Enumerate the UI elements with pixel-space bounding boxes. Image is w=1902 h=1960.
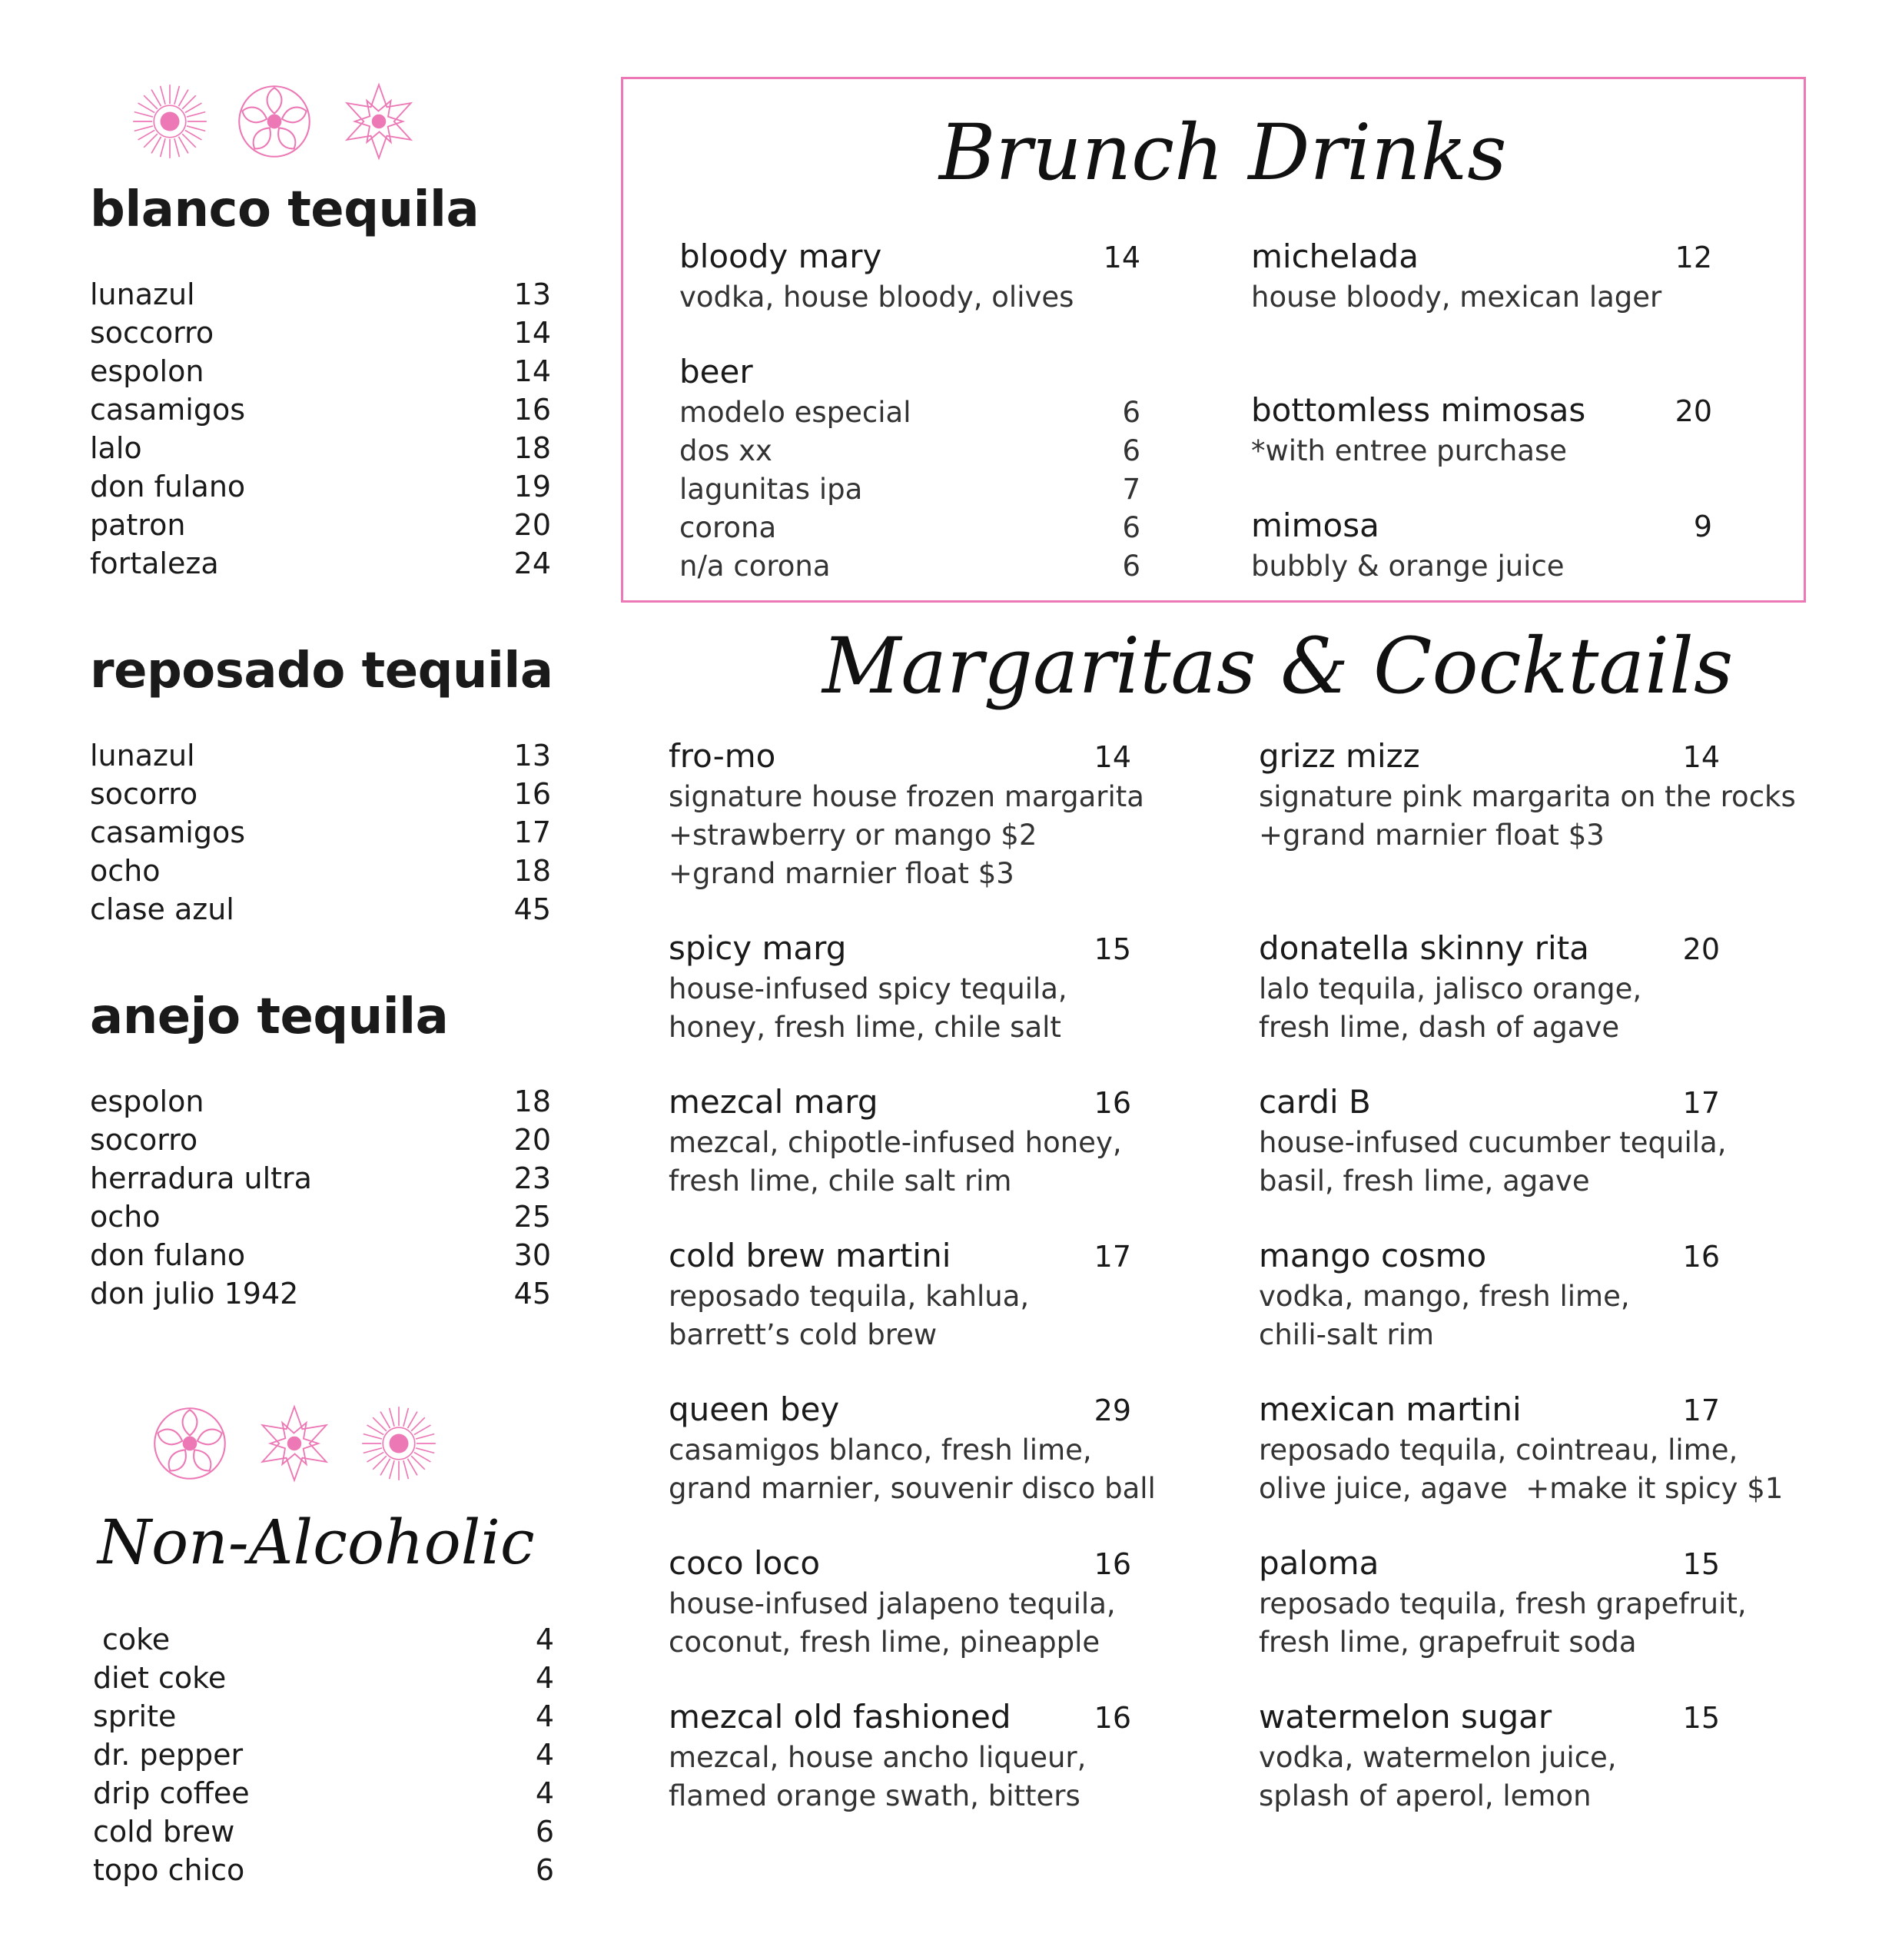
item-price: 9 (1693, 510, 1712, 543)
item-description: lalo tequila, jalisco orange, (1259, 972, 1642, 1005)
item-price: 15 (1682, 1547, 1720, 1581)
item-name: bloody mary (679, 238, 882, 275)
item-price: 16 (1094, 1547, 1131, 1581)
item-price: 16 (1094, 1086, 1131, 1120)
item-description: honey, fresh lime, chile salt (669, 1011, 1061, 1044)
list-item: ocho 18 (90, 854, 551, 888)
star-mandala-icon (339, 81, 419, 161)
item-description: house-infused spicy tequila, (669, 972, 1067, 1005)
item-description: chili-salt rim (1259, 1318, 1435, 1351)
item-name: grizz mizz (1259, 737, 1420, 775)
list-item: casamigos 17 (90, 816, 551, 849)
burst-mandala-icon (359, 1404, 439, 1483)
item-name: mezcal old fashioned (669, 1698, 1011, 1736)
top-ornament-row (130, 81, 419, 161)
item-price: 14 (1094, 740, 1131, 774)
item-name: paloma (1259, 1544, 1379, 1582)
margaritas-cocktails-title: Margaritas & Cocktails (822, 621, 1734, 711)
blanco-tequila-list (90, 275, 551, 583)
cardi-b-item (1259, 1081, 1727, 1201)
watermelon-sugar-item (1259, 1696, 1720, 1815)
list-item: fortaleza 24 (90, 546, 551, 580)
item-description: reposado tequila, kahlua, (669, 1280, 1030, 1313)
item-description: splash of aperol, lemon (1259, 1779, 1592, 1812)
item-price: 14 (1682, 740, 1720, 774)
item-description: fresh lime, chile salt rim (669, 1164, 1012, 1198)
paloma-item (1259, 1542, 1747, 1662)
spicy-marg-item (669, 927, 1131, 1047)
item-description: grand marnier, souvenir disco ball (669, 1472, 1156, 1505)
list-item: socorro 20 (90, 1123, 551, 1157)
item-description: house bloody, mexican lager (1251, 281, 1662, 314)
item-description: vodka, house bloody, olives (679, 281, 1074, 314)
list-item: sprite 4 (93, 1699, 554, 1733)
list-item: dos xx 6 (679, 434, 1140, 467)
item-price: 17 (1094, 1240, 1131, 1274)
item-price: 20 (1675, 394, 1712, 428)
mango-cosmo-item (1259, 1234, 1720, 1354)
list-item: casamigos 16 (90, 393, 551, 427)
reposado-tequila-list (90, 736, 551, 929)
list-item: cold brew 6 (93, 1815, 554, 1849)
blanco-tequila-heading: blanco tequila (90, 181, 480, 238)
item-name: spicy marg (669, 929, 847, 967)
item-description: *with entree purchase (1251, 434, 1568, 467)
item-price: 17 (1682, 1394, 1720, 1427)
star-mandala-icon (254, 1404, 334, 1483)
item-name: michelada (1251, 238, 1419, 275)
list-item: socorro 16 (90, 777, 551, 811)
item-description: house-infused cucumber tequila, (1259, 1126, 1727, 1159)
list-item: dr. pepper 4 (93, 1738, 554, 1772)
item-name: mango cosmo (1259, 1237, 1487, 1274)
item-name: coco loco (669, 1544, 821, 1582)
item-description: barrett’s cold brew (669, 1318, 938, 1351)
item-description: casamigos blanco, fresh lime, (669, 1433, 1092, 1467)
item-price: 16 (1094, 1701, 1131, 1735)
item-name: donatella skinny rita (1259, 929, 1589, 967)
burst-mandala-icon (130, 81, 210, 161)
cold-brew-martini-item (669, 1234, 1131, 1354)
list-item: lalo 18 (90, 431, 551, 465)
item-description: flamed orange swath, bitters (669, 1779, 1080, 1812)
list-item: topo chico 6 (93, 1853, 554, 1887)
list-item: don julio 1942 45 (90, 1277, 551, 1311)
mezcal-marg-item (669, 1081, 1131, 1201)
anejo-tequila-heading: anejo tequila (90, 988, 449, 1045)
list-item: clase azul 45 (90, 892, 551, 926)
list-item: lunazul 13 (90, 277, 551, 311)
item-description: +grand marnier float $3 (1259, 819, 1605, 852)
item-description: mezcal, chipotle-infused honey, (669, 1126, 1122, 1159)
donatella-skinny-rita-item (1259, 927, 1720, 1047)
item-name: mimosa (1251, 507, 1379, 544)
item-price: 17 (1682, 1086, 1720, 1120)
list-item: lunazul 13 (90, 739, 551, 772)
bloody-mary-item (679, 235, 1140, 317)
non-alcoholic-list (93, 1620, 554, 1889)
item-description: fresh lime, dash of agave (1259, 1011, 1620, 1044)
item-name: bottomless mimosas (1251, 391, 1586, 429)
item-description: reposado tequila, cointreau, lime, (1259, 1433, 1738, 1467)
list-item: lagunitas ipa 7 (679, 473, 1140, 506)
fro-mo-item (669, 735, 1144, 893)
item-description: signature house frozen margarita (669, 780, 1144, 813)
item-name: mezcal marg (669, 1083, 878, 1121)
non-alcoholic-heading: Non-Alcoholic (98, 1507, 535, 1578)
list-item: herradura ultra 23 (90, 1161, 551, 1195)
list-item: modelo especial 6 (679, 396, 1140, 429)
item-name: beer (679, 353, 753, 390)
item-description: bubbly & orange juice (1251, 550, 1565, 583)
michelada-item (1251, 235, 1712, 317)
item-price: 29 (1094, 1394, 1131, 1427)
item-description: basil, fresh lime, agave (1259, 1164, 1590, 1198)
item-price: 15 (1682, 1701, 1720, 1735)
brunch-drinks-title: Brunch Drinks (939, 108, 1507, 198)
list-item: espolon 14 (90, 354, 551, 388)
flower-mandala-icon (150, 1404, 230, 1483)
queen-bey-item (669, 1388, 1156, 1508)
bottomless-mimosas-item (1251, 389, 1712, 470)
item-name: fro-mo (669, 737, 776, 775)
list-item: espolon 18 (90, 1085, 551, 1118)
item-price: 12 (1675, 241, 1712, 274)
item-price: 14 (1103, 241, 1140, 274)
item-description: vodka, watermelon juice, (1259, 1741, 1617, 1774)
mimosa-item (1251, 504, 1712, 586)
list-item: diet coke 4 (93, 1661, 554, 1695)
item-name: queen bey (669, 1390, 840, 1428)
item-description: +grand marnier float $3 (669, 857, 1014, 890)
item-description: signature pink margarita on the rocks (1259, 780, 1796, 813)
mezcal-old-fashioned-item (669, 1696, 1131, 1815)
beer-item (679, 350, 1140, 586)
item-description: +strawberry or mango $2 (669, 819, 1037, 852)
list-item: ocho 25 (90, 1200, 551, 1234)
list-item: coke 4 (102, 1623, 554, 1656)
item-name: watermelon sugar (1259, 1698, 1552, 1736)
item-description: reposado tequila, fresh grapefruit, (1259, 1587, 1747, 1620)
list-item: n/a corona 6 (679, 550, 1140, 583)
list-item: drip coffee 4 (93, 1776, 554, 1810)
list-item: soccorro 14 (90, 316, 551, 350)
list-item: don fulano 30 (90, 1238, 551, 1272)
flower-mandala-icon (234, 81, 314, 161)
item-price: 20 (1682, 932, 1720, 966)
anejo-tequila-list (90, 1082, 551, 1313)
reposado-tequila-heading: reposado tequila (90, 643, 553, 699)
coco-loco-item (669, 1542, 1131, 1662)
item-price: 16 (1682, 1240, 1720, 1274)
item-price: 15 (1094, 932, 1131, 966)
list-item: patron 20 (90, 508, 551, 542)
item-name: cold brew martini (669, 1237, 951, 1274)
list-item: corona 6 (679, 511, 1140, 544)
item-description: fresh lime, grapefruit soda (1259, 1626, 1637, 1659)
item-description: vodka, mango, fresh lime, (1259, 1280, 1630, 1313)
mexican-martini-item (1259, 1388, 1784, 1508)
item-description: olive juice, agave +make it spicy $1 (1259, 1472, 1784, 1505)
item-description: mezcal, house ancho liqueur, (669, 1741, 1087, 1774)
item-description: coconut, fresh lime, pineapple (669, 1626, 1100, 1659)
bottom-ornament-row (150, 1404, 439, 1483)
item-description: house-infused jalapeno tequila, (669, 1587, 1116, 1620)
list-item: don fulano 19 (90, 470, 551, 503)
grizz-mizz-item (1259, 735, 1796, 855)
item-name: cardi B (1259, 1083, 1371, 1121)
item-name: mexican martini (1259, 1390, 1522, 1428)
